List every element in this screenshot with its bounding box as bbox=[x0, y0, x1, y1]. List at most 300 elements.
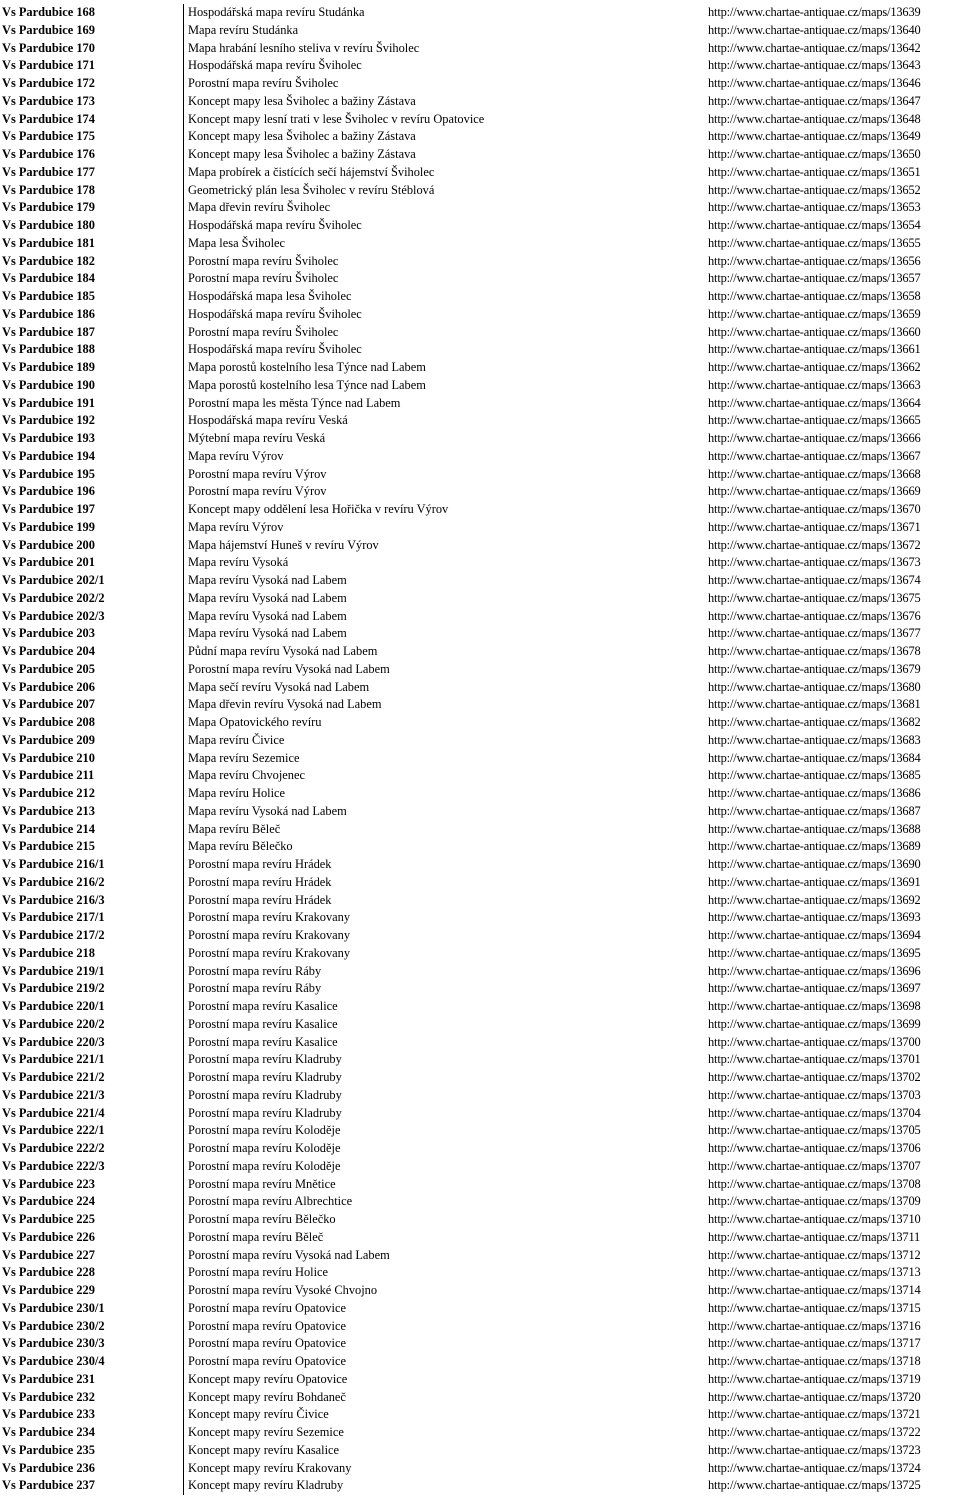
signature-cell: Vs Pardubice 181 bbox=[2, 235, 95, 250]
signature-cell: Vs Pardubice 209 bbox=[2, 732, 95, 747]
map-url-link[interactable]: http://www.chartae-antiquae.cz/maps/13688 bbox=[708, 821, 921, 836]
signature-cell: Vs Pardubice 189 bbox=[2, 360, 95, 374]
map-url-link[interactable]: http://www.chartae-antiquae.cz/maps/13715 bbox=[708, 1300, 921, 1315]
map-url-link[interactable]: http://www.chartae-antiquae.cz/maps/13672 bbox=[708, 537, 921, 552]
table-row bbox=[0, 572, 960, 590]
signature-cell: Vs Pardubice 171 bbox=[2, 58, 95, 73]
signature-cell: Vs Pardubice 221/3 bbox=[2, 1087, 105, 1102]
signature-cell: Vs Pardubice 202/2 bbox=[2, 590, 105, 605]
map-url-link[interactable]: http://www.chartae-antiquae.cz/maps/13678 bbox=[708, 644, 921, 658]
map-url-link[interactable]: http://www.chartae-antiquae.cz/maps/13652 bbox=[708, 182, 921, 197]
map-url-link[interactable]: http://www.chartae-antiquae.cz/maps/13662 bbox=[708, 360, 921, 374]
signature-cell: Vs Pardubice 230/4 bbox=[2, 1354, 105, 1368]
map-title-cell: Koncept mapy revíru Opatovice bbox=[188, 1371, 348, 1386]
map-url-link[interactable]: http://www.chartae-antiquae.cz/maps/13646 bbox=[708, 76, 921, 90]
map-title-cell: Porostní mapa revíru Kasalice bbox=[188, 999, 338, 1013]
map-url-link[interactable]: http://www.chartae-antiquae.cz/maps/13684 bbox=[708, 750, 921, 765]
signature-cell: Vs Pardubice 203 bbox=[2, 626, 95, 641]
table-row bbox=[0, 1406, 960, 1424]
signature-cell: Vs Pardubice 208 bbox=[2, 715, 95, 729]
map-url-link[interactable]: http://www.chartae-antiquae.cz/maps/13661 bbox=[708, 342, 921, 357]
map-title-cell: Mýtební mapa revíru Veská bbox=[188, 431, 326, 445]
signature-cell: Vs Pardubice 176 bbox=[2, 147, 95, 161]
map-title-cell: Mapa Opatovického revíru bbox=[188, 715, 322, 729]
signature-cell: Vs Pardubice 232 bbox=[2, 1389, 95, 1404]
map-title-cell: Mapa porostů kostelního lesa Týnce nad Labem bbox=[188, 377, 426, 392]
table-row bbox=[0, 111, 960, 129]
table-row bbox=[0, 909, 960, 927]
map-url-link[interactable]: http://www.chartae-antiquae.cz/maps/13716 bbox=[708, 1318, 921, 1333]
signature-cell: Vs Pardubice 214 bbox=[2, 821, 95, 836]
map-title-cell: Mapa revíru Sezemice bbox=[188, 750, 300, 765]
map-title-cell: Koncept mapy lesní trati v lese Šviholec v revíru Opatovice bbox=[188, 111, 485, 126]
map-title-cell: Koncept mapy lesa Šviholec a bažiny Zástava bbox=[188, 129, 416, 144]
table-row bbox=[0, 643, 960, 661]
map-url-link[interactable]: http://www.chartae-antiquae.cz/maps/13696 bbox=[708, 963, 921, 978]
signature-cell: Vs Pardubice 179 bbox=[2, 200, 95, 215]
signature-cell: Vs Pardubice 235 bbox=[2, 1442, 95, 1457]
map-url-link[interactable]: http://www.chartae-antiquae.cz/maps/13682 bbox=[708, 715, 921, 729]
signature-cell: Vs Pardubice 195 bbox=[2, 466, 95, 481]
map-url-link[interactable]: http://www.chartae-antiquae.cz/maps/13670 bbox=[708, 502, 921, 516]
signature-cell: Vs Pardubice 216/3 bbox=[2, 892, 105, 907]
map-url-link[interactable]: http://www.chartae-antiquae.cz/maps/13693 bbox=[708, 910, 921, 925]
map-url-link[interactable]: http://www.chartae-antiquae.cz/maps/13687 bbox=[708, 803, 921, 818]
map-url-link[interactable]: http://www.chartae-antiquae.cz/maps/13651 bbox=[708, 164, 921, 179]
signature-cell: Vs Pardubice 205 bbox=[2, 661, 95, 676]
map-title-cell: Porostní mapa revíru Ráby bbox=[188, 981, 322, 996]
map-url-link[interactable]: http://www.chartae-antiquae.cz/maps/13706 bbox=[708, 1141, 921, 1155]
table-row bbox=[0, 501, 960, 519]
map-url-link[interactable]: http://www.chartae-antiquae.cz/maps/13704 bbox=[708, 1105, 921, 1120]
signature-cell: Vs Pardubice 224 bbox=[2, 1194, 95, 1209]
signature-cell: Vs Pardubice 225 bbox=[2, 1212, 95, 1226]
table-row bbox=[0, 1211, 960, 1229]
signature-cell: Vs Pardubice 227 bbox=[2, 1247, 95, 1262]
map-title-cell: Mapa revíru Vysoká nad Labem bbox=[188, 573, 347, 587]
map-title-cell: Porostní mapa revíru Opatovice bbox=[188, 1318, 346, 1333]
signature-cell: Vs Pardubice 213 bbox=[2, 803, 95, 818]
column-divider bbox=[183, 4, 184, 1495]
signature-cell: Vs Pardubice 221/1 bbox=[2, 1052, 105, 1067]
map-url-link[interactable]: http://www.chartae-antiquae.cz/maps/13708 bbox=[708, 1176, 921, 1191]
table-row bbox=[0, 1282, 960, 1300]
table-row bbox=[0, 1140, 960, 1158]
map-url-link[interactable]: http://www.chartae-antiquae.cz/maps/13681 bbox=[708, 697, 921, 712]
signature-cell: Vs Pardubice 229 bbox=[2, 1283, 95, 1297]
map-url-link[interactable]: http://www.chartae-antiquae.cz/maps/13663 bbox=[708, 377, 921, 392]
map-title-cell: Porostní mapa revíru Výrov bbox=[188, 484, 327, 499]
map-title-cell: Porostní mapa revíru Kasalice bbox=[188, 1034, 338, 1049]
map-title-cell: Porostní mapa revíru Vysoké Chvojno bbox=[188, 1283, 378, 1297]
signature-cell: Vs Pardubice 197 bbox=[2, 502, 95, 516]
map-title-cell: Porostní mapa revíru Krakovany bbox=[188, 928, 351, 942]
map-url-link[interactable]: http://www.chartae-antiquae.cz/maps/13711 bbox=[708, 1229, 921, 1244]
map-url-link[interactable]: http://www.chartae-antiquae.cz/maps/13675 bbox=[708, 590, 921, 605]
signature-cell: Vs Pardubice 230/1 bbox=[2, 1300, 105, 1315]
map-url-link[interactable]: http://www.chartae-antiquae.cz/maps/13723 bbox=[708, 1442, 921, 1457]
table-row bbox=[0, 377, 960, 395]
map-title-cell: Hospodářská mapa revíru Šviholec bbox=[188, 58, 362, 73]
map-url-link[interactable]: http://www.chartae-antiquae.cz/maps/13640 bbox=[708, 22, 921, 37]
map-url-link[interactable]: http://www.chartae-antiquae.cz/maps/13650 bbox=[708, 147, 921, 161]
table-row bbox=[0, 306, 960, 324]
map-url-link[interactable]: http://www.chartae-antiquae.cz/maps/13710 bbox=[708, 1212, 921, 1226]
signature-cell: Vs Pardubice 182 bbox=[2, 253, 95, 268]
map-title-cell: Porostní mapa revíru Kasalice bbox=[188, 1016, 338, 1031]
map-title-cell: Mapa revíru Vysoká nad Labem bbox=[188, 626, 347, 641]
map-title-cell: Koncept mapy revíru Čivice bbox=[188, 1407, 329, 1422]
map-title-cell: Mapa revíru Výrov bbox=[188, 448, 284, 463]
map-url-link[interactable]: http://www.chartae-antiquae.cz/maps/13658 bbox=[708, 289, 921, 303]
map-url-link[interactable]: http://www.chartae-antiquae.cz/maps/13665 bbox=[708, 413, 921, 428]
table-row bbox=[0, 1247, 960, 1265]
map-url-link[interactable]: http://www.chartae-antiquae.cz/maps/13699 bbox=[708, 1016, 921, 1031]
table-row bbox=[0, 40, 960, 58]
table-row bbox=[0, 22, 960, 40]
map-url-link[interactable]: http://www.chartae-antiquae.cz/maps/13712 bbox=[708, 1247, 921, 1262]
map-url-link[interactable]: http://www.chartae-antiquae.cz/maps/13660 bbox=[708, 324, 921, 339]
map-title-cell: Hospodářská mapa revíru Šviholec bbox=[188, 306, 362, 321]
map-title-cell: Porostní mapa revíru Kladruby bbox=[188, 1087, 342, 1102]
map-title-cell: Mapa revíru Vysoká nad Labem bbox=[188, 803, 347, 818]
map-title-cell: Mapa revíru Vysoká bbox=[188, 555, 289, 570]
map-title-cell: Porostní mapa revíru Opatovice bbox=[188, 1336, 346, 1351]
map-title-cell: Mapa lesa Šviholec bbox=[188, 235, 286, 250]
table-row bbox=[0, 803, 960, 821]
table-row bbox=[0, 235, 960, 253]
map-title-cell: Koncept mapy revíru Sezemice bbox=[188, 1425, 344, 1439]
table-row bbox=[0, 412, 960, 430]
table-row bbox=[0, 1158, 960, 1176]
signature-cell: Vs Pardubice 174 bbox=[2, 111, 95, 126]
signature-cell: Vs Pardubice 199 bbox=[2, 519, 95, 534]
map-url-link[interactable]: http://www.chartae-antiquae.cz/maps/13705 bbox=[708, 1123, 921, 1138]
map-url-link[interactable]: http://www.chartae-antiquae.cz/maps/13689 bbox=[708, 839, 921, 854]
table-row bbox=[0, 1424, 960, 1442]
table-row bbox=[0, 1477, 960, 1495]
map-url-link[interactable]: http://www.chartae-antiquae.cz/maps/13679 bbox=[708, 661, 921, 676]
map-title-cell: Porostní mapa revíru Koloděje bbox=[188, 1123, 341, 1138]
map-title-cell: Porostní mapa revíru Kladruby bbox=[188, 1105, 342, 1120]
map-url-link[interactable]: http://www.chartae-antiquae.cz/maps/13713 bbox=[708, 1265, 921, 1280]
map-url-link[interactable]: http://www.chartae-antiquae.cz/maps/13666 bbox=[708, 431, 921, 445]
signature-cell: Vs Pardubice 236 bbox=[2, 1460, 95, 1475]
table-row bbox=[0, 75, 960, 93]
map-title-cell: Porostní mapa revíru Albrechtice bbox=[188, 1194, 353, 1209]
map-url-link[interactable]: http://www.chartae-antiquae.cz/maps/13686 bbox=[708, 786, 921, 800]
table-row bbox=[0, 253, 960, 271]
map-title-cell: Mapa revíru Bělečko bbox=[188, 839, 293, 854]
signature-cell: Vs Pardubice 177 bbox=[2, 164, 95, 179]
signature-cell: Vs Pardubice 217/2 bbox=[2, 928, 105, 942]
signature-cell: Vs Pardubice 207 bbox=[2, 697, 95, 712]
table-row bbox=[0, 1087, 960, 1105]
map-title-cell: Koncept mapy revíru Kasalice bbox=[188, 1442, 340, 1457]
map-url-link[interactable]: http://www.chartae-antiquae.cz/maps/13680 bbox=[708, 679, 921, 694]
map-title-cell: Porostní mapa revíru Šviholec bbox=[188, 324, 339, 339]
map-url-link[interactable]: http://www.chartae-antiquae.cz/maps/13649 bbox=[708, 129, 921, 144]
map-url-link[interactable]: http://www.chartae-antiquae.cz/maps/13692 bbox=[708, 892, 921, 907]
map-url-link[interactable]: http://www.chartae-antiquae.cz/maps/13656 bbox=[708, 253, 921, 268]
map-url-link[interactable]: http://www.chartae-antiquae.cz/maps/13717 bbox=[708, 1336, 921, 1351]
map-title-cell: Porostní mapa revíru Výrov bbox=[188, 466, 327, 481]
signature-cell: Vs Pardubice 168 bbox=[2, 5, 95, 19]
map-url-link[interactable]: http://www.chartae-antiquae.cz/maps/13707 bbox=[708, 1158, 921, 1173]
table-row bbox=[0, 1122, 960, 1140]
table-row bbox=[0, 57, 960, 75]
table-row bbox=[0, 856, 960, 874]
map-title-cell: Porostní mapa revíru Šviholec bbox=[188, 76, 339, 90]
signature-cell: Vs Pardubice 230/3 bbox=[2, 1336, 105, 1351]
map-title-cell: Koncept mapy oddělení lesa Hořička v revíru Výrov bbox=[188, 502, 449, 516]
table-row bbox=[0, 1264, 960, 1282]
signature-cell: Vs Pardubice 202/1 bbox=[2, 573, 105, 587]
map-url-link[interactable]: http://www.chartae-antiquae.cz/maps/13657 bbox=[708, 271, 921, 286]
map-url-link[interactable]: http://www.chartae-antiquae.cz/maps/13674 bbox=[708, 573, 921, 587]
table-row bbox=[0, 395, 960, 413]
signature-cell: Vs Pardubice 234 bbox=[2, 1425, 95, 1439]
signature-cell: Vs Pardubice 223 bbox=[2, 1176, 95, 1191]
table-row bbox=[0, 1371, 960, 1389]
signature-cell: Vs Pardubice 191 bbox=[2, 395, 95, 410]
signature-cell: Vs Pardubice 204 bbox=[2, 644, 95, 658]
table-row bbox=[0, 1193, 960, 1211]
map-title-cell: Mapa probírek a čistících sečí hájemství Šviholec bbox=[188, 164, 435, 179]
table-row bbox=[0, 430, 960, 448]
map-title-cell: Porostní mapa revíru Hrádek bbox=[188, 892, 332, 907]
signature-cell: Vs Pardubice 193 bbox=[2, 431, 95, 445]
table-row bbox=[0, 998, 960, 1016]
signature-cell: Vs Pardubice 226 bbox=[2, 1229, 95, 1244]
map-url-link[interactable]: http://www.chartae-antiquae.cz/maps/13697 bbox=[708, 981, 921, 996]
map-url-link[interactable]: http://www.chartae-antiquae.cz/maps/13659 bbox=[708, 306, 921, 321]
table-row bbox=[0, 270, 960, 288]
map-url-link[interactable]: http://www.chartae-antiquae.cz/maps/13691 bbox=[708, 874, 921, 889]
map-url-link[interactable]: http://www.chartae-antiquae.cz/maps/13653 bbox=[708, 200, 921, 215]
table-row bbox=[0, 341, 960, 359]
table-row bbox=[0, 1389, 960, 1407]
table-row bbox=[0, 785, 960, 803]
map-url-link[interactable]: http://www.chartae-antiquae.cz/maps/13673 bbox=[708, 555, 921, 570]
map-title-cell: Mapa hájemství Huneš v revíru Výrov bbox=[188, 537, 379, 552]
signature-cell: Vs Pardubice 186 bbox=[2, 306, 95, 321]
table-row bbox=[0, 980, 960, 998]
map-url-link[interactable]: http://www.chartae-antiquae.cz/maps/13676 bbox=[708, 608, 921, 623]
map-url-link[interactable]: http://www.chartae-antiquae.cz/maps/13714 bbox=[708, 1283, 921, 1297]
signature-cell: Vs Pardubice 220/3 bbox=[2, 1034, 105, 1049]
table-row bbox=[0, 838, 960, 856]
table-row bbox=[0, 93, 960, 111]
signature-cell: Vs Pardubice 202/3 bbox=[2, 608, 105, 623]
map-url-link[interactable]: http://www.chartae-antiquae.cz/maps/13643 bbox=[708, 58, 921, 73]
signature-cell: Vs Pardubice 228 bbox=[2, 1265, 95, 1280]
signature-cell: Vs Pardubice 233 bbox=[2, 1407, 95, 1422]
map-url-link[interactable]: http://www.chartae-antiquae.cz/maps/13700 bbox=[708, 1034, 921, 1049]
map-url-link[interactable]: http://www.chartae-antiquae.cz/maps/13664 bbox=[708, 395, 921, 410]
table-row bbox=[0, 1069, 960, 1087]
map-title-cell: Porostní mapa revíru Bělečko bbox=[188, 1212, 336, 1226]
map-title-cell: Hospodářská mapa revíru Šviholec bbox=[188, 342, 362, 357]
signature-cell: Vs Pardubice 173 bbox=[2, 93, 95, 108]
map-url-link[interactable]: http://www.chartae-antiquae.cz/maps/13695 bbox=[708, 945, 921, 960]
signature-cell: Vs Pardubice 188 bbox=[2, 342, 95, 357]
map-url-link[interactable]: http://www.chartae-antiquae.cz/maps/13647 bbox=[708, 93, 921, 108]
map-title-cell: Hospodářská mapa revíru Veská bbox=[188, 413, 348, 428]
signature-cell: Vs Pardubice 175 bbox=[2, 129, 95, 144]
map-url-link[interactable]: http://www.chartae-antiquae.cz/maps/13709 bbox=[708, 1194, 921, 1209]
map-url-link[interactable]: http://www.chartae-antiquae.cz/maps/13725 bbox=[708, 1478, 921, 1493]
map-url-link[interactable]: http://www.chartae-antiquae.cz/maps/13718 bbox=[708, 1354, 921, 1368]
map-url-link[interactable]: http://www.chartae-antiquae.cz/maps/13642 bbox=[708, 40, 921, 55]
map-title-cell: Porostní mapa revíru Běleč bbox=[188, 1229, 324, 1244]
signature-cell: Vs Pardubice 196 bbox=[2, 484, 95, 499]
map-title-cell: Mapa revíru Výrov bbox=[188, 519, 284, 534]
map-title-cell: Mapa revíru Vysoká nad Labem bbox=[188, 608, 347, 623]
table-row bbox=[0, 1318, 960, 1336]
map-title-cell: Porostní mapa revíru Vysoká nad Labem bbox=[188, 661, 390, 676]
table-row bbox=[0, 945, 960, 963]
table-row bbox=[0, 1176, 960, 1194]
map-title-cell: Mapa revíru Chvojenec bbox=[188, 768, 305, 783]
signature-cell: Vs Pardubice 221/4 bbox=[2, 1105, 105, 1120]
map-title-cell: Porostní mapa revíru Koloděje bbox=[188, 1158, 341, 1173]
table-row bbox=[0, 1353, 960, 1371]
signature-cell: Vs Pardubice 180 bbox=[2, 218, 95, 232]
map-title-cell: Porostní mapa revíru Ráby bbox=[188, 963, 322, 978]
map-title-cell: Porostní mapa revíru Krakovany bbox=[188, 910, 351, 925]
table-row bbox=[0, 1229, 960, 1247]
signature-cell: Vs Pardubice 212 bbox=[2, 786, 95, 800]
map-url-link[interactable]: http://www.chartae-antiquae.cz/maps/13671 bbox=[708, 519, 921, 534]
table-row bbox=[0, 164, 960, 182]
map-url-link[interactable]: http://www.chartae-antiquae.cz/maps/13701 bbox=[708, 1052, 921, 1067]
signature-cell: Vs Pardubice 220/1 bbox=[2, 999, 105, 1013]
signature-cell: Vs Pardubice 237 bbox=[2, 1478, 95, 1493]
table-row bbox=[0, 963, 960, 981]
table-row bbox=[0, 590, 960, 608]
map-url-link[interactable]: http://www.chartae-antiquae.cz/maps/13683 bbox=[708, 732, 921, 747]
signature-cell: Vs Pardubice 211 bbox=[2, 768, 95, 783]
map-url-link[interactable]: http://www.chartae-antiquae.cz/maps/13698 bbox=[708, 999, 921, 1013]
table-row bbox=[0, 821, 960, 839]
map-url-link[interactable]: http://www.chartae-antiquae.cz/maps/13639 bbox=[708, 5, 921, 19]
map-title-cell: Porostní mapa revíru Mnětice bbox=[188, 1176, 336, 1191]
signature-cell: Vs Pardubice 200 bbox=[2, 537, 95, 552]
map-title-cell: Porostní mapa revíru Opatovice bbox=[188, 1354, 346, 1368]
signature-cell: Vs Pardubice 201 bbox=[2, 555, 95, 570]
map-url-link[interactable]: http://www.chartae-antiquae.cz/maps/13721 bbox=[708, 1407, 921, 1422]
table-row bbox=[0, 608, 960, 626]
table-row bbox=[0, 750, 960, 768]
signature-cell: Vs Pardubice 216/2 bbox=[2, 874, 105, 889]
map-url-link[interactable]: http://www.chartae-antiquae.cz/maps/13677 bbox=[708, 626, 921, 641]
signature-cell: Vs Pardubice 230/2 bbox=[2, 1318, 105, 1333]
table-row bbox=[0, 288, 960, 306]
signature-cell: Vs Pardubice 206 bbox=[2, 679, 95, 694]
table-row bbox=[0, 661, 960, 679]
map-url-link[interactable]: http://www.chartae-antiquae.cz/maps/13654 bbox=[708, 218, 921, 232]
map-url-link[interactable]: http://www.chartae-antiquae.cz/maps/13667 bbox=[708, 448, 921, 463]
table-row bbox=[0, 182, 960, 200]
table-row bbox=[0, 892, 960, 910]
table-row bbox=[0, 146, 960, 164]
map-title-cell: Koncept mapy revíru Bohdaneč bbox=[188, 1389, 346, 1404]
table-row bbox=[0, 1460, 960, 1478]
signature-cell: Vs Pardubice 215 bbox=[2, 839, 95, 854]
map-title-cell: Mapa revíru Běleč bbox=[188, 821, 281, 836]
table-row bbox=[0, 732, 960, 750]
map-url-link[interactable]: http://www.chartae-antiquae.cz/maps/13655 bbox=[708, 235, 921, 250]
map-title-cell: Porostní mapa revíru Kladruby bbox=[188, 1052, 342, 1067]
map-title-cell: Mapa revíru Holice bbox=[188, 786, 286, 800]
map-title-cell: Porostní mapa revíru Krakovany bbox=[188, 945, 351, 960]
map-url-link[interactable]: http://www.chartae-antiquae.cz/maps/13702 bbox=[708, 1070, 921, 1084]
map-url-link[interactable]: http://www.chartae-antiquae.cz/maps/13703 bbox=[708, 1087, 921, 1102]
map-url-link[interactable]: http://www.chartae-antiquae.cz/maps/13669 bbox=[708, 484, 921, 499]
map-title-cell: Mapa revíru Studánka bbox=[188, 22, 299, 37]
map-title-cell: Hospodářská mapa lesa Šviholec bbox=[188, 289, 352, 303]
signature-cell: Vs Pardubice 185 bbox=[2, 289, 95, 303]
signature-cell: Vs Pardubice 172 bbox=[2, 76, 95, 90]
map-title-cell: Porostní mapa revíru Hrádek bbox=[188, 874, 332, 889]
table-row bbox=[0, 359, 960, 377]
table-row bbox=[0, 128, 960, 146]
map-url-link[interactable]: http://www.chartae-antiquae.cz/maps/13720 bbox=[708, 1389, 921, 1404]
map-title-cell: Porostní mapa revíru Šviholec bbox=[188, 271, 339, 286]
table-row bbox=[0, 4, 960, 22]
table-row bbox=[0, 466, 960, 484]
map-title-cell: Porostní mapa les města Týnce nad Labem bbox=[188, 395, 401, 410]
map-title-cell: Porostní mapa revíru Šviholec bbox=[188, 253, 339, 268]
map-title-cell: Porostní mapa revíru Vysoká nad Labem bbox=[188, 1247, 390, 1262]
table-row bbox=[0, 1105, 960, 1123]
signature-cell: Vs Pardubice 190 bbox=[2, 377, 95, 392]
map-title-cell: Porostní mapa revíru Koloděje bbox=[188, 1141, 341, 1155]
map-title-cell: Mapa porostů kostelního lesa Týnce nad Labem bbox=[188, 360, 426, 374]
signature-cell: Vs Pardubice 222/2 bbox=[2, 1141, 105, 1155]
signature-cell: Vs Pardubice 210 bbox=[2, 750, 95, 765]
signature-cell: Vs Pardubice 218 bbox=[2, 945, 95, 960]
signature-cell: Vs Pardubice 231 bbox=[2, 1371, 95, 1386]
table-row bbox=[0, 448, 960, 466]
map-url-link[interactable]: http://www.chartae-antiquae.cz/maps/13694 bbox=[708, 928, 921, 942]
map-title-cell: Porostní mapa revíru Hrádek bbox=[188, 857, 332, 871]
map-url-link[interactable]: http://www.chartae-antiquae.cz/maps/13690 bbox=[708, 857, 921, 871]
map-url-link[interactable]: http://www.chartae-antiquae.cz/maps/13724 bbox=[708, 1460, 921, 1475]
table-row bbox=[0, 483, 960, 501]
table-row bbox=[0, 324, 960, 342]
table-row bbox=[0, 537, 960, 555]
map-url-link[interactable]: http://www.chartae-antiquae.cz/maps/13685 bbox=[708, 768, 921, 783]
map-url-link[interactable]: http://www.chartae-antiquae.cz/maps/13719 bbox=[708, 1371, 921, 1386]
signature-cell: Vs Pardubice 192 bbox=[2, 413, 95, 428]
signature-cell: Vs Pardubice 220/2 bbox=[2, 1016, 105, 1031]
signature-cell: Vs Pardubice 221/2 bbox=[2, 1070, 105, 1084]
signature-cell: Vs Pardubice 222/3 bbox=[2, 1158, 105, 1173]
map-title-cell: Koncept mapy lesa Šviholec a bažiny Zástava bbox=[188, 93, 416, 108]
table-row bbox=[0, 625, 960, 643]
map-title-cell: Porostní mapa revíru Holice bbox=[188, 1265, 329, 1280]
map-url-link[interactable]: http://www.chartae-antiquae.cz/maps/13722 bbox=[708, 1425, 921, 1439]
map-url-link[interactable]: http://www.chartae-antiquae.cz/maps/13668 bbox=[708, 466, 921, 481]
table-row bbox=[0, 1442, 960, 1460]
signature-cell: Vs Pardubice 170 bbox=[2, 40, 95, 55]
map-title-cell: Mapa hrabání lesního steliva v revíru Šviholec bbox=[188, 40, 420, 55]
table-row bbox=[0, 1051, 960, 1069]
signature-cell: Vs Pardubice 219/1 bbox=[2, 963, 105, 978]
map-url-link[interactable]: http://www.chartae-antiquae.cz/maps/13648 bbox=[708, 111, 921, 126]
